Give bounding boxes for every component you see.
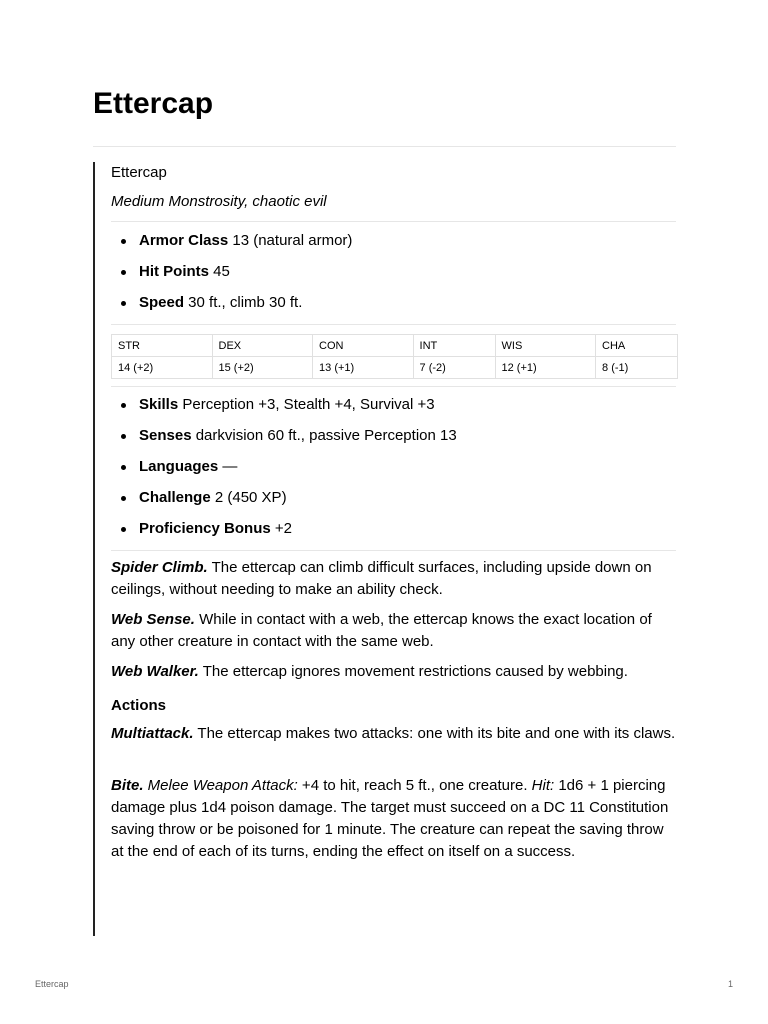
- creature-name: Ettercap: [111, 164, 167, 181]
- divider: [111, 324, 676, 325]
- action-text: The ettercap makes two attacks: one with its bite and one with its claws.: [193, 725, 676, 742]
- action-multiattack: [111, 723, 676, 745]
- trait-text: The ettercap ignores movement restrictions caused by webbing.: [198, 663, 628, 680]
- actions-heading: Actions: [111, 697, 167, 714]
- details-list: [111, 394, 676, 549]
- detail-value: darkvision 60 ft., passive Perception 13: [191, 427, 457, 444]
- footer-title: Ettercap: [35, 979, 69, 989]
- detail-value: 2 (450 XP): [210, 489, 287, 506]
- ability-header: WIS: [495, 335, 596, 357]
- list-item: [111, 518, 676, 549]
- list-item: [111, 456, 676, 487]
- page-number: 1: [727, 979, 733, 989]
- list-item: [111, 487, 676, 518]
- ability-header: INT: [413, 335, 495, 357]
- ability-header: CHA: [596, 335, 678, 357]
- trait-text: The ettercap can climb difficult surfaces, including upside down on ceilings, without needing to make an ability check.: [111, 559, 652, 598]
- ability-value: 15 (+2): [212, 357, 313, 379]
- ability-header: CON: [313, 335, 414, 357]
- detail-label: Skills: [139, 396, 179, 413]
- detail-value: —: [218, 458, 238, 475]
- table-header-row: [112, 335, 678, 357]
- ability-header: DEX: [212, 335, 313, 357]
- action-name: Multiattack.: [111, 725, 194, 742]
- hit-text: 1d6 + 1 piercing damage plus 1d4 poison damage. The target must succeed on a DC 11 Constitution saving throw or be poisoned for 1 minute. The creature can repeat the saving throw at the end of each of its turns, ending the effect on itself on a success.: [111, 777, 669, 860]
- trait-name: Spider Climb.: [111, 559, 208, 576]
- trait-web-walker: [111, 661, 676, 683]
- trait-name: Web Sense.: [111, 611, 195, 628]
- trait-name: Web Walker.: [111, 663, 199, 680]
- attack-text: +4 to hit, reach 5 ft., one creature.: [297, 777, 532, 794]
- detail-label: Senses: [139, 427, 192, 444]
- stat-label: Speed: [139, 294, 185, 311]
- ability-value: 8 (-1): [596, 357, 678, 379]
- list-item: [111, 261, 676, 292]
- detail-value: +2: [270, 520, 292, 537]
- stat-value: 30 ft., climb 30 ft.: [184, 294, 303, 311]
- action-name: Bite.: [111, 777, 144, 794]
- core-stats-list: [111, 230, 676, 323]
- ability-value: 14 (+2): [112, 357, 213, 379]
- list-item: [111, 230, 676, 261]
- ability-scores-table: [111, 334, 678, 379]
- detail-value: Perception +3, Stealth +4, Survival +3: [178, 396, 435, 413]
- ability-header: STR: [112, 335, 213, 357]
- title-divider: [93, 146, 676, 147]
- detail-label: Languages: [139, 458, 219, 475]
- creature-type-alignment: Medium Monstrosity, chaotic evil: [111, 193, 327, 210]
- divider: [111, 550, 676, 551]
- attack-type: Melee Weapon Attack:: [143, 777, 298, 794]
- list-item: [111, 425, 676, 456]
- detail-label: Challenge: [139, 489, 211, 506]
- ability-value: 13 (+1): [313, 357, 414, 379]
- hit-label: Hit:: [531, 777, 555, 794]
- stat-block: [93, 162, 676, 936]
- divider: [111, 386, 676, 387]
- trait-spider-climb: [111, 557, 676, 601]
- table-row: [112, 357, 678, 379]
- stat-label: Armor Class: [139, 232, 229, 249]
- action-bite: [111, 775, 676, 863]
- trait-web-sense: [111, 609, 676, 653]
- ability-value: 12 (+1): [495, 357, 596, 379]
- page-title: Ettercap: [93, 87, 214, 120]
- list-item: [111, 292, 676, 323]
- detail-label: Proficiency Bonus: [139, 520, 271, 537]
- list-item: [111, 394, 676, 425]
- stat-value: 13 (natural armor): [228, 232, 353, 249]
- stat-value: 45: [209, 263, 230, 280]
- divider: [111, 221, 676, 222]
- ability-value: 7 (-2): [413, 357, 495, 379]
- trait-text: While in contact with a web, the ettercap knows the exact location of any other creature in contact with the same web.: [111, 611, 652, 650]
- stat-label: Hit Points: [139, 263, 209, 280]
